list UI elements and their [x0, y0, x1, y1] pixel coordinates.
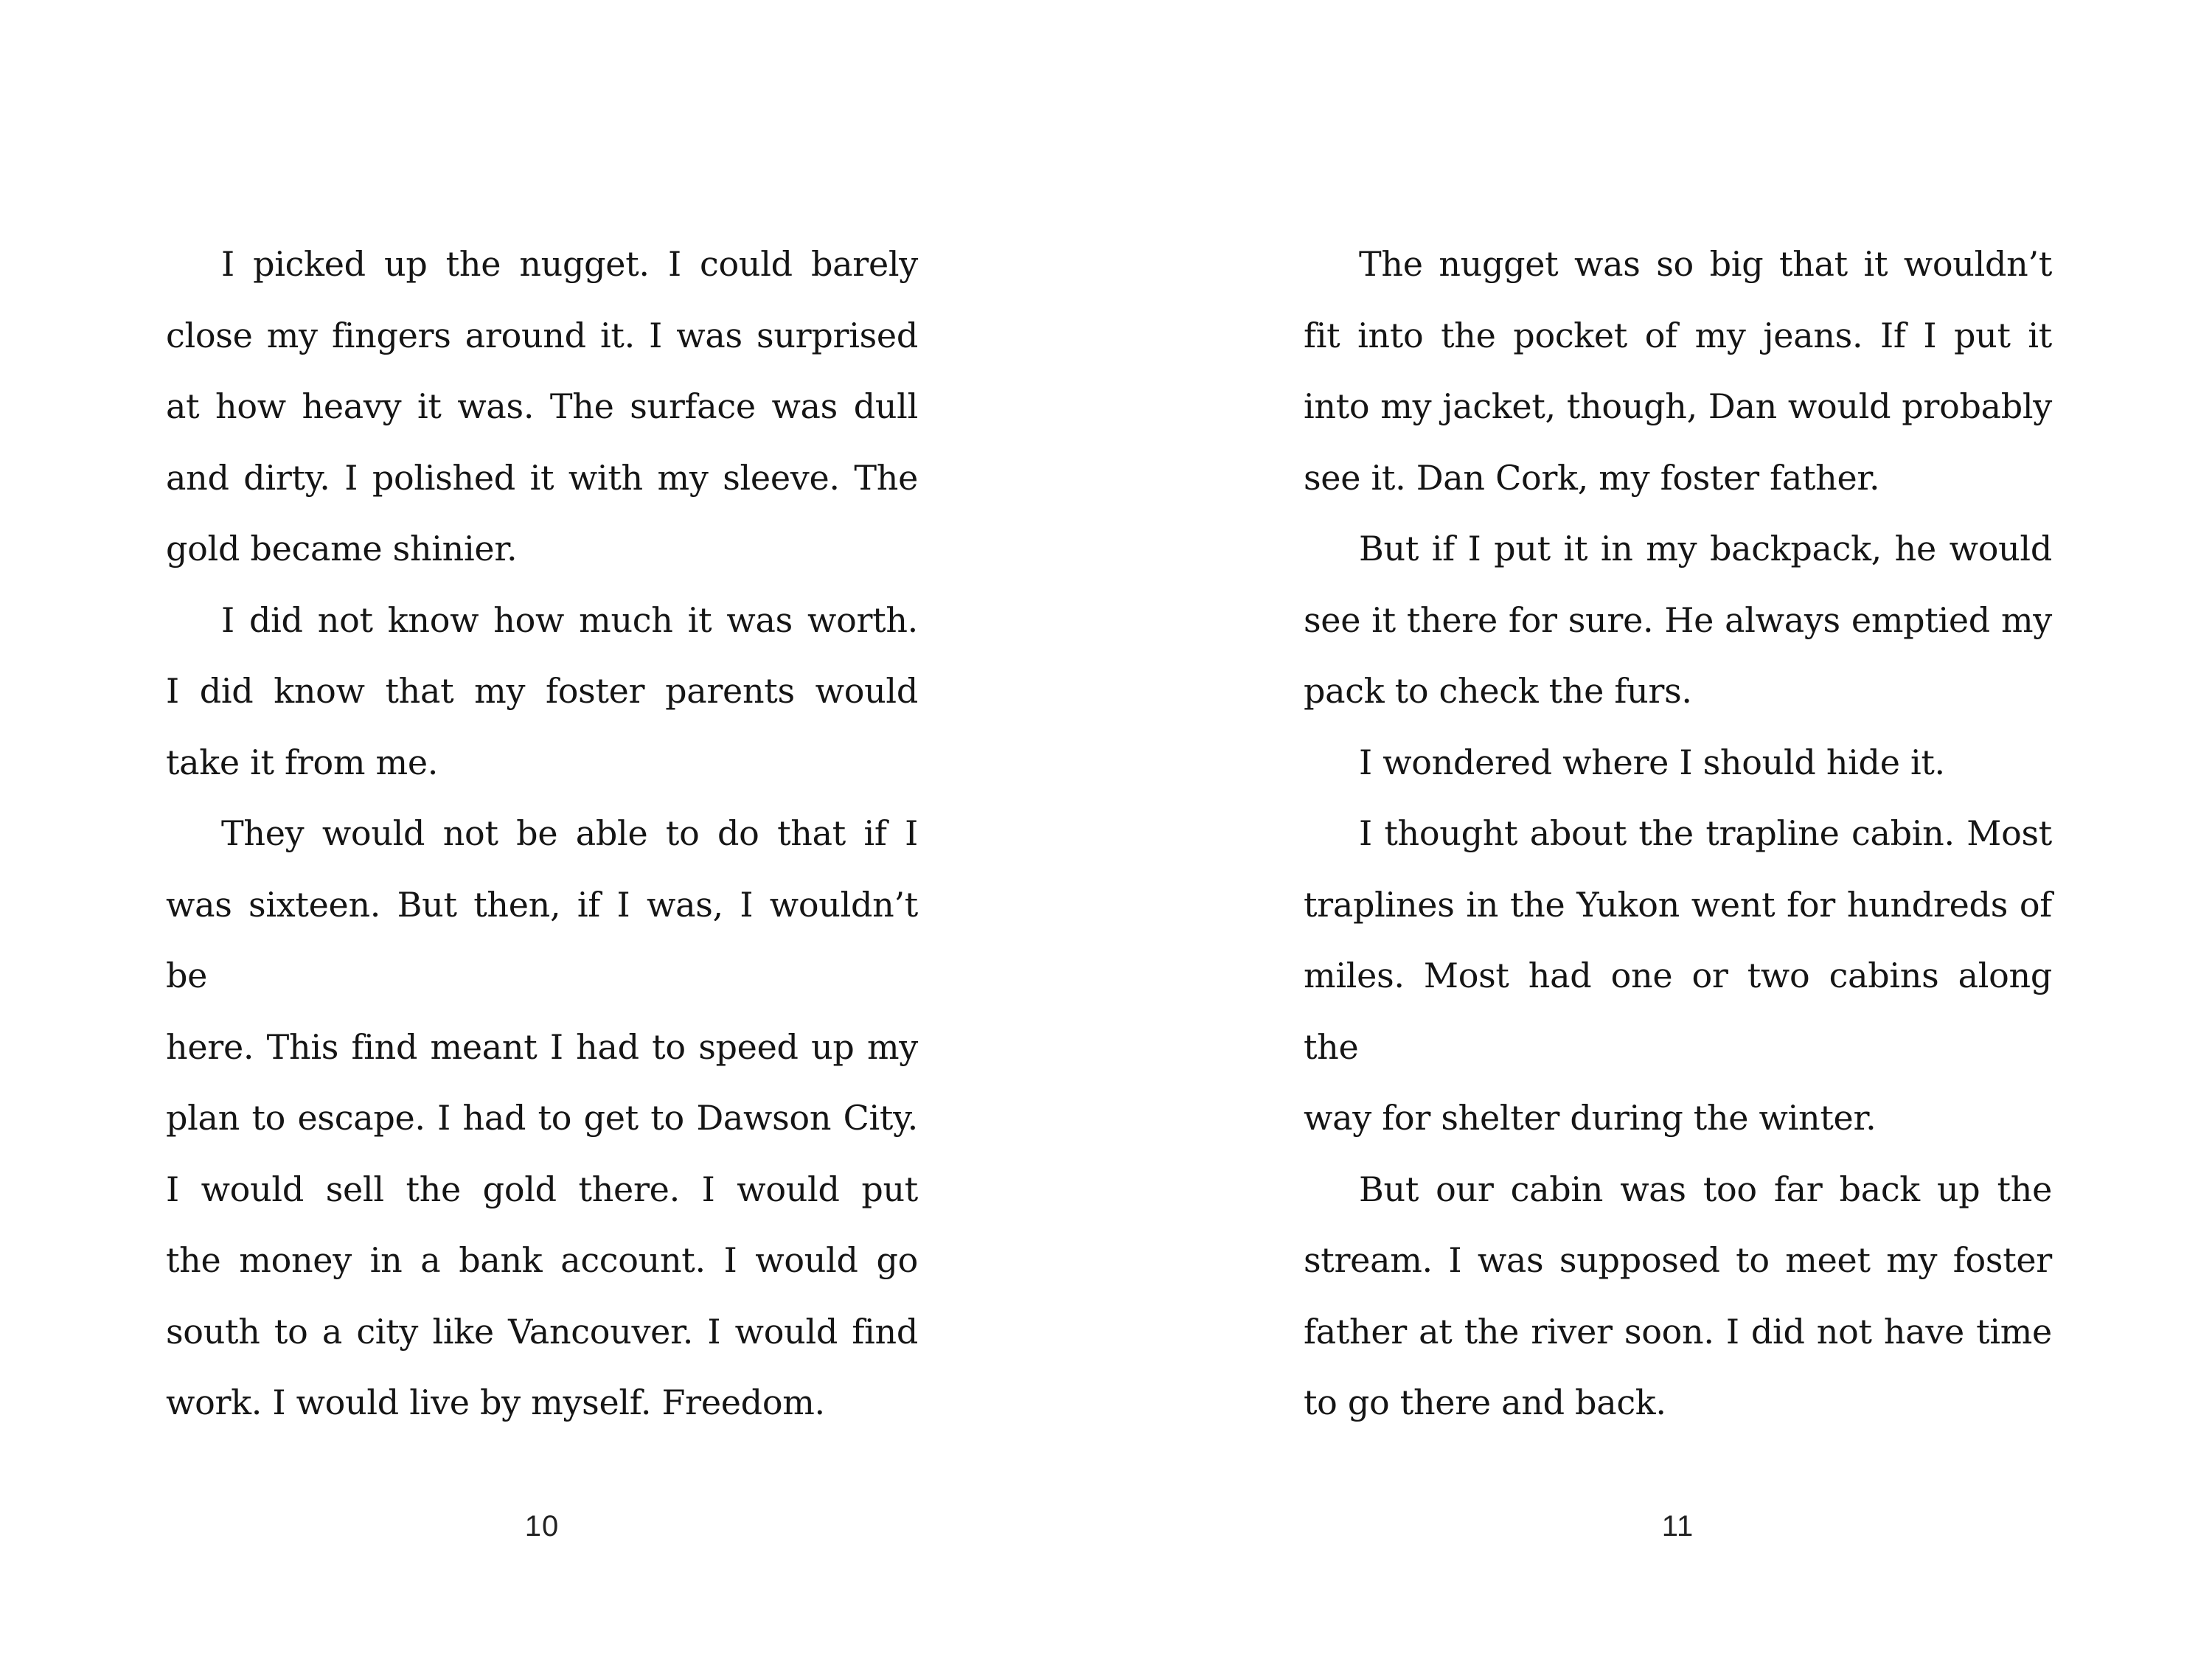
- text-line: stream. I was supposed to meet my foster: [1304, 1240, 2052, 1280]
- text-line: I wondered where I should hide it.: [1359, 742, 1945, 782]
- text-line: here. This find meant I had to speed up my: [166, 1026, 918, 1067]
- text-line: But our cabin was too far back up the: [1359, 1169, 2052, 1209]
- text-line: miles. Most had one or two cabins along the: [1304, 956, 2052, 1067]
- text-line: close my fingers around it. I was surprised: [166, 315, 918, 355]
- text-line: south to a city like Vancouver. I would find: [166, 1311, 918, 1352]
- page-number: 11: [1661, 1510, 1694, 1543]
- text-line: father at the river soon. I did not have time: [1304, 1311, 2052, 1352]
- text-line: pack to check the furs.: [1304, 671, 1692, 711]
- page-left-text-block: [166, 229, 918, 1439]
- text-line: was sixteen. But then, if I was, I wouldn’t be: [166, 884, 918, 995]
- paragraph: [166, 585, 918, 799]
- paragraph: [166, 798, 918, 1439]
- paragraph: [166, 229, 918, 585]
- text-line: The nugget was so big that it wouldn’t: [1359, 244, 2052, 284]
- text-line: see it. Dan Cork, my foster father.: [1304, 457, 1880, 498]
- text-line: But if I put it in my backpack, he would: [1359, 529, 2052, 568]
- text-line: gold became shinier.: [166, 529, 518, 568]
- text-line: I did know that my foster parents would: [166, 671, 918, 711]
- text-line: take it from me.: [166, 742, 439, 782]
- text-line: see it there for sure. He always emptied my: [1304, 599, 2052, 640]
- paragraph: [1304, 513, 2052, 727]
- text-line: I did not know how much it was worth.: [221, 599, 918, 640]
- text-line: and dirty. I polished it with my sleeve. The: [166, 457, 918, 498]
- text-line: into my jacket, though, Dan would probably: [1304, 386, 2052, 426]
- page-right-text-block: [1304, 229, 2052, 1439]
- text-line: I thought about the trapline cabin. Most: [1359, 813, 2052, 853]
- page-number: 10: [524, 1510, 560, 1543]
- text-line: fit into the pocket of my jeans. If I put it: [1304, 315, 2052, 355]
- paragraph: [1304, 727, 2052, 799]
- text-line: the money in a bank account. I would go: [166, 1240, 918, 1280]
- text-line: work. I would live by myself. Freedom.: [166, 1382, 825, 1422]
- text-line: They would not be able to do that if I: [221, 813, 918, 853]
- text-line: at how heavy it was. The surface was dull: [166, 386, 918, 426]
- text-line: I picked up the nugget. I could barely: [221, 244, 918, 284]
- text-line: traplines in the Yukon went for hundreds of: [1304, 884, 2052, 925]
- paragraph: [1304, 798, 2052, 1154]
- text-line: to go there and back.: [1304, 1382, 1666, 1422]
- text-line: way for shelter during the winter.: [1304, 1098, 1877, 1138]
- text-line: plan to escape. I had to get to Dawson City.: [166, 1098, 918, 1138]
- paragraph: [1304, 1154, 2052, 1439]
- text-line: I would sell the gold there. I would put: [166, 1169, 918, 1209]
- book-page-right: [1106, 0, 2212, 1659]
- paragraph: [1304, 229, 2052, 513]
